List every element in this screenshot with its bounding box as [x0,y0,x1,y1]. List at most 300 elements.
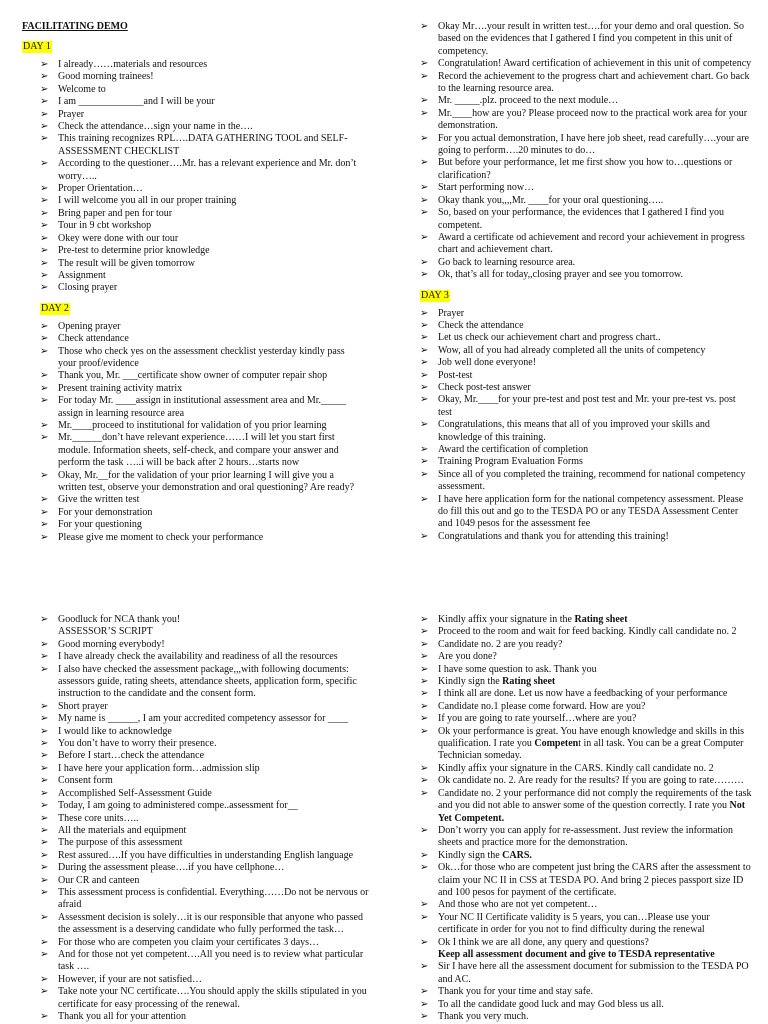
arrow-bullet-icon: ➢ [420,344,429,356]
list-item-text: This training recognizes RPL….DATA GATHERING TOOL and SELF-ASSESSMENT CHECKLIST [58,133,348,157]
list-item [420,207,752,232]
list-item-text: Okay Mr….your result in written test….for your demo and oral question. So based on the evidences that I gathered I find you competent in this unit of competency. [438,21,745,57]
arrow-bullet-icon: ➢ [420,269,429,281]
arrow-bullet-icon: ➢ [420,530,429,542]
arrow-bullet-icon: ➢ [420,419,429,431]
list-item [420,232,752,257]
keep-documents-note: Keep all assessment document and give to TESDA representative [438,948,715,960]
list-item [420,71,752,96]
list-item-text: Short prayer [58,700,108,712]
list-item [40,183,362,195]
list-item [40,701,370,713]
list-item-text: Before I start…check the attendance [58,750,205,762]
list-item-text: Okay, Mr.__for the validation of your prior learning I will give you a written test, observe your demonstration and oral questioning? Are ready? [58,469,355,493]
arrow-bullet-icon: ➢ [40,862,49,874]
list-item-text: Record the achievement to the progress chart and achievement chart. Go back to the learning resource area. [438,70,750,95]
list-item [420,320,752,332]
list-item-text: Bring paper and pen for tour [58,207,173,219]
list-item [420,157,752,182]
arrow-bullet-icon: ➢ [420,194,429,206]
list-item-text: Prayer [58,108,85,120]
list-item [40,321,362,333]
list-item [40,519,362,531]
list-item-text: The result will be given tomorrow [58,257,195,269]
day2-continued-list [420,21,752,282]
list-item-text: Prayer [438,307,465,319]
arrow-bullet-icon: ➢ [420,787,429,799]
list-item [420,357,752,369]
list-item [420,332,752,344]
arrow-bullet-icon: ➢ [420,862,429,874]
list-item [40,158,362,183]
list-item [40,825,370,837]
list-item [420,269,752,281]
list-item-text: Since all of you completed the training, recommend for national competency assessment. [438,468,746,493]
list-item [40,96,362,108]
arrow-bullet-icon: ➢ [40,787,49,799]
arrow-bullet-icon: ➢ [420,207,429,219]
arrow-bullet-icon: ➢ [40,663,49,675]
arrow-bullet-icon: ➢ [420,256,429,268]
arrow-bullet-icon: ➢ [40,762,49,774]
list-item-text: During the assessment please….if you have cellphone… [58,862,285,874]
list-item-text: I will welcome you all in our proper training [58,195,237,207]
list-item [40,800,370,812]
list-item [40,195,362,207]
list-item [420,370,752,382]
list-item [420,469,752,494]
arrow-bullet-icon: ➢ [40,158,49,170]
list-item-text: Check the attendance [438,319,524,331]
list-item-text: Rest assured….If you have difficulties in understanding English language [58,849,354,861]
arrow-bullet-icon: ➢ [420,626,429,638]
arrow-bullet-icon: ➢ [40,725,49,737]
list-item-text: I have here your application form…admission slip [58,762,260,774]
arrow-bullet-icon: ➢ [40,108,49,120]
list-item-text: So, based on your performance, the evidences that I gathered I find you competent. [438,207,725,231]
list-item [40,121,362,133]
list-item-text: This assessment process is confidential. Everything……Do not be nervous or afraid [58,886,369,911]
arrow-bullet-icon: ➢ [420,725,429,737]
arrow-bullet-icon: ➢ [40,506,49,518]
list-item: ➢ Candidate no.1 please come forward. How are you? [420,700,646,712]
list-item-text: For those who are competen you claim your certificates 3 days… [58,936,320,948]
list-item-text: Good morning trainees! [58,71,154,83]
list-item [40,282,362,294]
arrow-bullet-icon: ➢ [40,195,49,207]
list-item-text: Start performing now… [438,182,535,194]
list-item-text: Check attendance [58,333,129,345]
arrow-bullet-icon: ➢ [40,382,49,394]
list-item [40,862,370,874]
list-item [420,382,752,394]
list-item [40,71,362,83]
arrow-bullet-icon: ➢ [40,494,49,506]
list-item [40,59,362,71]
list-item-text: Post-test [438,369,473,381]
arrow-bullet-icon: ➢ [40,812,49,824]
arrow-bullet-icon: ➢ [420,899,429,911]
list-item: ➢ Ok candidate no. 2. Are ready for the results? If you are going to rate……… [420,775,745,787]
arrow-bullet-icon: ➢ [420,369,429,381]
arrow-bullet-icon: ➢ [420,638,429,650]
list-item [40,775,370,787]
list-item [40,788,370,800]
arrow-bullet-icon: ➢ [40,333,49,345]
arrow-bullet-icon: ➢ [420,381,429,393]
list-item-text: Thank you all for your attention [58,1011,187,1022]
arrow-bullet-icon: ➢ [40,395,49,407]
list-item [40,507,362,519]
list-item-text: All the materials and equipment [58,824,187,836]
arrow-bullet-icon: ➢ [420,21,429,32]
list-item [40,470,362,495]
list-item-text: Welcome to [58,83,106,95]
list-item-text: For you actual demonstration, I have here job sheet, read carefully….your are going to perform….20 minutes to do… [438,132,749,157]
arrow-bullet-icon: ➢ [420,456,429,468]
list-item-text: And for those not yet competent….All you need is to review what particular task …. [58,948,364,973]
list-item: ➢ I think all are done. Let us now have a feedbacking of your performance [420,688,728,700]
arrow-bullet-icon: ➢ [40,824,49,836]
list-item: ➢ Candidate no. 2 your performance did not comply the requirements of the task and you did not able to answer some of the question correctly. I rate you Not Yet Competent. [420,787,752,824]
assessor-right-list [420,614,752,1023]
arrow-bullet-icon: ➢ [40,232,49,244]
arrow-bullet-icon: ➢ [420,1011,429,1022]
list-item [40,875,370,887]
day1-list [40,59,362,295]
list-item-text: Job well done everyone! [438,357,537,369]
list-item [40,639,370,651]
arrow-bullet-icon: ➢ [40,345,49,357]
list-item [40,133,362,158]
list-item-text: Accomplished Self-Assessment Guide [58,787,212,799]
list-item [420,257,752,269]
list-item-text: I would like to acknowledge [58,725,172,737]
list-item [420,95,752,107]
list-item [420,58,752,70]
list-item-text: Give the written test [58,494,140,506]
list-item-text: But before your performance, let me first show you how to…questions or clarification? [438,157,733,181]
arrow-bullet-icon: ➢ [420,775,429,787]
list-item: ➢ Thank you very much. [420,1011,529,1022]
day2-label: DAY 2 [41,302,69,314]
day2-list [40,321,362,544]
list-item: ➢ To all the candidate good luck and may God bless us all. [420,998,664,1010]
list-item [40,432,362,469]
arrow-bullet-icon: ➢ [420,849,429,861]
list-item-text: Okay, Mr.____for your pre-test and post test and Mr. your pre-test vs. post test [438,394,736,418]
list-item-text: Wow, all of you had already completed all the units of competency [438,344,706,356]
arrow-bullet-icon: ➢ [420,70,429,82]
list-item [40,837,370,849]
list-item [40,912,370,937]
list-item-text: Our CR and canteen [58,874,140,886]
list-item-text: Let us check our achievement chart and progress chart.. [438,332,661,344]
arrow-bullet-icon: ➢ [420,614,429,625]
list-item-text: Congratulation! Award certification of achievement in this unit of competency [438,58,752,70]
arrow-bullet-icon: ➢ [40,775,49,787]
list-item [40,726,370,738]
arrow-bullet-icon: ➢ [420,700,429,712]
arrow-bullet-icon: ➢ [40,874,49,886]
list-item-text: Closing prayer [58,282,118,294]
list-item: ➢ Ok…for those who are competent just bring the CARS after the assessment to claim your NC II in CSS at TESDA PO. And bring 2 pieces passport size ID and 100 pesos for payment of the certificate. [420,862,751,898]
bottom-left-column [40,614,370,1023]
arrow-bullet-icon: ➢ [40,133,49,145]
list-item [420,394,752,419]
list-item-text: Okay thank you,,,,Mr. ____for your oral questioning….. [438,194,664,206]
arrow-bullet-icon: ➢ [420,762,429,774]
list-item [40,233,362,245]
list-item [40,84,362,96]
arrow-bullet-icon: ➢ [40,59,49,70]
list-item-text: According to the questioner….Mr. has a relevant experience and Mr. don’t worry….. [58,158,357,182]
list-item: ➢ And those who are not yet competent… [420,899,598,911]
arrow-bullet-icon: ➢ [420,357,429,369]
list-item-text: Present training activity matrix [58,382,183,394]
list-item-text: Take note your NC certificate….You should apply the skills stipulated in you certificate for easy processing of the renewal. [58,986,367,1010]
list-item-text: Mr.____how are you? Please proceed now to the practical work area for your demonstration. [438,107,748,132]
arrow-bullet-icon: ➢ [420,936,429,948]
list-item-text: These core units….. [58,812,139,824]
arrow-bullet-icon: ➢ [420,493,429,505]
list-item: ➢ Kindly sign the CARS. [420,849,532,861]
list-item [40,986,370,1011]
top-left-column [22,21,362,544]
arrow-bullet-icon: ➢ [40,837,49,849]
list-item-text: Please give me moment to check your performance [58,531,264,543]
list-item-text: Award a certificate od achievement and record your achievement in progress chart and achievement chart. [438,231,745,256]
arrow-bullet-icon: ➢ [40,936,49,948]
arrow-bullet-icon: ➢ [40,713,49,725]
list-item-text: Congratulations and thank you for attending this training! [438,530,669,542]
document-heading: FACILITATING DEMO [22,21,128,32]
arrow-bullet-icon: ➢ [420,132,429,144]
list-item-text: Mr.____proceed to institutional for validation of you prior learning [58,419,327,431]
arrow-bullet-icon: ➢ [40,282,49,294]
arrow-bullet-icon: ➢ [40,948,49,960]
list-item: ➢ Kindly affix your signature in the Rating sheet [420,614,628,625]
arrow-bullet-icon: ➢ [420,824,429,836]
list-item-text: Assessment decision is solely…it is our responsible that anyone who passed the assessment is a deserving candidate who fully performed the task… [58,911,363,936]
list-item-text: Check the attendance…sign your name in the…. [58,121,253,133]
arrow-bullet-icon: ➢ [40,1011,49,1022]
list-item [420,195,752,207]
list-item-text: I have here application form for the national competency assessment. Please do fill this out and go to the TESDA PO or any TESDA Assessment Center and 1049 pesos for the assessment fee [438,493,744,530]
day3-list [420,308,752,544]
assessor-script-list [40,614,370,639]
list-item [40,949,370,974]
list-item-text: Good morning everybody! [58,638,165,650]
list-item-text: Pre-test to determine prior knowledge [58,245,210,257]
list-item [420,108,752,133]
arrow-bullet-icon: ➢ [40,738,49,750]
arrow-bullet-icon: ➢ [420,107,429,119]
list-item [40,208,362,220]
list-item [40,974,370,986]
list-item-text: I already……materials and resources [58,59,208,70]
arrow-bullet-icon: ➢ [420,651,429,663]
assessor-left-list [40,639,370,1024]
list-item [40,346,362,371]
list-item: ➢ Ok I think we are all done, any query and questions? Keep all assessment document and give to TESDA representative [420,936,715,960]
arrow-bullet-icon: ➢ [420,332,429,344]
list-item [40,420,362,432]
list-item-text: The purpose of this assessment [58,837,183,849]
arrow-bullet-icon: ➢ [420,986,429,998]
list-item: ➢ Goodluck for NCA thank you! ASSESSOR’S SCRIPT [40,614,181,638]
arrow-bullet-icon: ➢ [420,319,429,331]
arrow-bullet-icon: ➢ [40,986,49,998]
arrow-bullet-icon: ➢ [420,911,429,923]
list-item: ➢ Ok your performance is great. You have enough knowledge and skills in this qualification. I rate you Competent in all task. You can be a great Computer Technician someday. [420,725,745,762]
arrow-bullet-icon: ➢ [420,688,429,700]
arrow-bullet-icon: ➢ [40,886,49,898]
arrow-bullet-icon: ➢ [40,71,49,83]
arrow-bullet-icon: ➢ [40,419,49,431]
list-item [40,270,362,282]
arrow-bullet-icon: ➢ [40,220,49,232]
arrow-bullet-icon: ➢ [40,96,49,108]
arrow-bullet-icon: ➢ [40,183,49,195]
list-item: ➢ Kindly affix your signature in the CARS. Kindly call candidate no. 2 [420,762,714,774]
list-item: ➢ Don’t worry you can apply for re-assessment. Just review the information sheets and practice more for the demonstration. [420,824,734,849]
list-item-text: Check post-test answer [438,381,531,393]
list-item: ➢ If you are going to rate yourself…where are you? [420,713,637,725]
list-item-text: Congratulations, this means that all of you improved your skills and knowledge of this training. [438,419,710,443]
list-item: ➢ Your NC II Certificate validity is 5 years, you can…Please use your certificate in order for you not to find difficulty during the renewal [420,911,710,936]
list-item [40,395,362,420]
list-item-text: For your questioning [58,519,142,531]
list-item-text: Opening prayer [58,320,121,332]
list-item [40,109,362,121]
list-item: ➢ Candidate no. 2 are you ready? [420,638,563,650]
arrow-bullet-icon: ➢ [420,713,429,725]
arrow-bullet-icon: ➢ [420,444,429,455]
list-item [420,133,752,158]
arrow-bullet-icon: ➢ [40,800,49,812]
list-item-text: Okey were done with our tour [58,232,179,244]
list-item [40,245,362,257]
arrow-bullet-icon: ➢ [420,157,429,169]
arrow-bullet-icon: ➢ [40,469,49,481]
list-item [420,308,752,320]
list-item-text: I am _____________and I will be your [58,96,215,108]
arrow-bullet-icon: ➢ [40,432,49,444]
arrow-bullet-icon: ➢ [40,531,49,543]
arrow-bullet-icon: ➢ [40,849,49,861]
list-item-text: Mr. _____.plz. proceed to the next module… [438,95,619,107]
arrow-bullet-icon: ➢ [40,651,49,663]
list-item [40,494,362,506]
list-item [420,531,752,543]
arrow-bullet-icon: ➢ [420,58,429,70]
list-item [40,813,370,825]
assessor-script-title: ASSESSOR’S SCRIPT [58,626,153,638]
list-item [420,494,752,531]
list-item: ➢ Thank you for your time and stay safe. [420,986,593,998]
arrow-bullet-icon: ➢ [40,320,49,332]
list-item [420,345,752,357]
list-item [420,21,752,58]
list-item-text: Assignment [58,269,106,281]
list-item-text: Those who check yes on the assessment checklist yesterday kindly pass your proof/evidence [58,345,345,369]
list-item [420,419,752,444]
arrow-bullet-icon: ➢ [420,307,429,319]
arrow-bullet-icon: ➢ [420,394,429,406]
arrow-bullet-icon: ➢ [420,231,429,243]
list-item: ➢ Proceed to the room and wait for feed backing. Kindly call candidate no. 2 [420,626,737,638]
list-item [40,664,370,701]
list-item-text: Ok, that’s all for today,,closing prayer and see you tomorrow. [438,269,684,281]
list-item [40,850,370,862]
list-item-text: Mr.______don’t have relevant experience……I will let you start first module. Information sheets, self-check, and compare your answer and perform the task …..i will be back after 2 hours…starts now [58,432,339,469]
arrow-bullet-icon: ➢ [40,519,49,531]
arrow-bullet-icon: ➢ [40,121,49,133]
list-item: ➢ I have some question to ask. Thank you [420,663,597,675]
list-item [40,763,370,775]
top-right-column [420,21,752,543]
bottom-right-column [420,614,752,1023]
list-item [40,220,362,232]
list-item-text: Go back to learning resource area. [438,256,576,268]
list-item-text: For your demonstration [58,506,153,518]
arrow-bullet-icon: ➢ [40,207,49,219]
list-item [40,258,362,270]
arrow-bullet-icon: ➢ [420,468,429,480]
list-item [40,333,362,345]
arrow-bullet-icon: ➢ [420,95,429,107]
arrow-bullet-icon: ➢ [40,370,49,382]
list-item-text: Proper Orientation… [58,183,143,195]
list-item-text: Training Program Evaluation Forms [438,456,583,468]
day3-label: DAY 3 [421,289,449,301]
list-item: ➢ Are you done? [420,651,497,663]
arrow-bullet-icon: ➢ [420,961,429,973]
list-item [40,370,362,382]
arrow-bullet-icon: ➢ [420,663,429,675]
list-item-text: I have already check the availability and readiness of all the resources [58,651,338,663]
list-item-text: However, if your are not satisfied… [58,973,202,985]
arrow-bullet-icon: ➢ [40,245,49,257]
list-item: ➢ Kindly sign the Rating sheet [420,676,556,688]
arrow-bullet-icon: ➢ [40,638,49,650]
arrow-bullet-icon: ➢ [40,614,49,625]
list-item [40,750,370,762]
list-item [420,182,752,194]
arrow-bullet-icon: ➢ [420,998,429,1010]
list-item [40,1011,370,1023]
list-item [40,887,370,912]
list-item [420,456,752,468]
arrow-bullet-icon: ➢ [420,676,429,688]
list-item [40,738,370,750]
list-item-text: Consent form [58,775,113,787]
arrow-bullet-icon: ➢ [40,700,49,712]
list-item [40,651,370,663]
list-item-text: Tour in 9 cbt workshop [58,220,152,232]
list-item-text: You don’t have to worry their presence. [58,738,217,750]
list-item [40,937,370,949]
list-item [40,713,370,725]
list-item [420,444,752,456]
list-item: ➢ Sir I have here all the assessment document for submission to the TESDA PO and AC. [420,961,749,985]
list-item-text: For today Mr. ____assign in institutional assessment area and Mr._____ assign in learning resource area [58,395,347,419]
list-item-text: I also have checked the assessment package,,,with following documents: assessors guide, rating sheets, attendance sheets, application form, specific instruction to the candidate and the consent form. [58,663,357,700]
list-item-text: My name is ______, I am your accredited competency assessor for ____ [58,713,348,725]
arrow-bullet-icon: ➢ [40,269,49,281]
arrow-bullet-icon: ➢ [40,83,49,95]
